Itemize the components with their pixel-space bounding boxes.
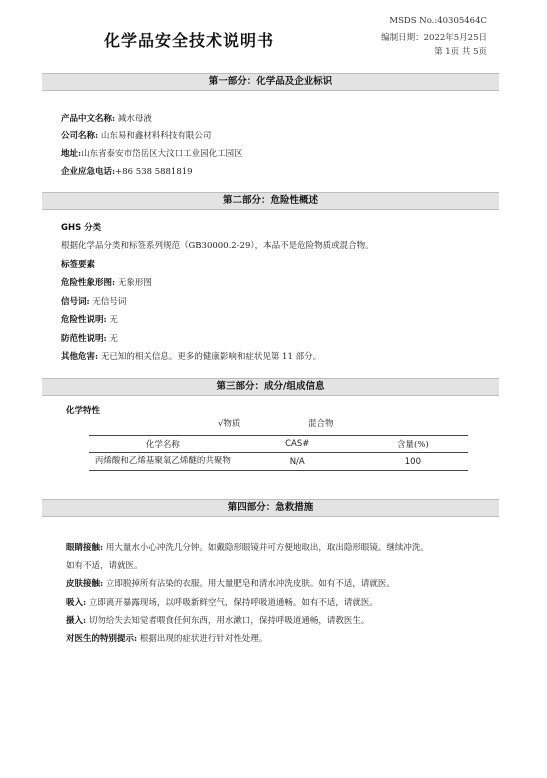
ghs-classification-text: 根据化学品分类和标签系列规范（GB30000.2-29），本品不是危险物质或混合物。 <box>61 241 374 251</box>
section-2-heading: 第二部分：危险性概述 <box>42 192 499 210</box>
address-row <box>61 147 243 159</box>
skin-contact-value: 立即脱掉所有沾染的衣服。用大量肥皂和清水冲洗皮肤。如有不适，请就医。 <box>105 579 395 589</box>
doctor-notes-value: 根据出现的症状进行针对性处理。 <box>139 634 268 644</box>
section-3-heading: 第三部分：成分/组成信息 <box>42 378 499 396</box>
chemical-characteristics-heading: 化学特性 <box>66 406 101 416</box>
emergency-phone-row <box>61 165 193 177</box>
document-title: 化学品安全技术说明书 <box>104 31 275 50</box>
section-4-heading: 第四部分：急救措施 <box>42 499 499 517</box>
eye-contact-row <box>66 541 429 553</box>
company-name-label: 公司名称: <box>61 131 99 141</box>
address-label: 地址: <box>61 149 82 159</box>
cell-chemical-name: 丙烯酸和乙烯基聚氧乙烯醚的共聚物 <box>94 456 231 466</box>
pictogram-label: 危险性象形图: <box>61 278 116 288</box>
page-indicator: 第 1页 共 5页 <box>434 47 487 57</box>
ingestion-row <box>66 614 369 626</box>
signal-word-label: 信号词: <box>61 297 90 307</box>
pictogram-row <box>61 276 152 288</box>
other-hazards-row <box>61 350 321 362</box>
signal-word-row <box>61 295 126 307</box>
section-1-heading: 第一部分：化学品及企业标识 <box>42 73 499 91</box>
eye-contact-label: 眼睛接触: <box>66 543 104 553</box>
substance-option: √物质 <box>218 419 241 429</box>
signal-word-value: 无信号词 <box>92 297 127 307</box>
product-name-row <box>61 112 152 124</box>
inhalation-label: 吸入: <box>66 598 87 608</box>
emergency-phone-label: 企业应急电话: <box>61 167 116 177</box>
cell-cas: N/A <box>289 456 305 467</box>
msds-number: MSDS No.:40305464C <box>389 16 487 26</box>
inhalation-value: 立即离开暴露现场，以呼吸新鲜空气，保持呼吸道通畅。如有不适，请就医。 <box>88 598 378 608</box>
product-name-value: 减水母液 <box>117 114 152 124</box>
precaution-statement-label: 防范性说明: <box>61 334 107 344</box>
address-value: 山东省泰安市岱岳区大汶口工业园化工园区 <box>81 149 243 159</box>
precaution-statement-row <box>61 332 118 344</box>
other-hazards-value: 无已知的相关信息。更多的健康影响和症状见第 11 部分。 <box>100 352 322 362</box>
hazard-statement-label: 危险性说明: <box>61 315 107 325</box>
eye-contact-continued: 如有不适，请就医。 <box>66 561 143 571</box>
precaution-statement-value: 无 <box>109 334 118 344</box>
column-header-chemical-name: 化学名称 <box>145 440 180 450</box>
ingestion-label: 摄入: <box>66 616 87 626</box>
skin-contact-label: 皮肤接触: <box>66 579 104 589</box>
cell-content: 100 <box>404 456 421 467</box>
inhalation-row <box>66 596 378 608</box>
hazard-statement-row <box>61 313 118 325</box>
label-elements-heading: 标签要素 <box>61 260 96 270</box>
emergency-phone-value: +86 538 5881819 <box>115 167 193 177</box>
composition-table <box>89 435 468 471</box>
skin-contact-row <box>66 577 395 589</box>
company-name-row <box>61 129 211 141</box>
ghs-classification-heading: GHS 分类 <box>61 223 102 233</box>
mixture-option: 混合物 <box>308 419 334 429</box>
pictogram-value: 无象形图 <box>117 278 152 288</box>
table-row <box>89 453 468 471</box>
eye-contact-value: 用大量水小心冲洗几分钟。如戴隐形眼镜并可方便地取出，取出隐形眼镜。继续冲洗。 <box>105 543 429 553</box>
ingestion-value: 切勿给失去知觉者喂食任何东西，用水漱口，保持呼吸道通畅，请教医生。 <box>88 616 370 626</box>
hazard-statement-value: 无 <box>109 315 118 325</box>
column-header-content: 含量(%) <box>397 440 429 450</box>
column-header-cas: CAS# <box>285 439 310 449</box>
other-hazards-label: 其他危害: <box>61 352 99 362</box>
table-header-row <box>89 436 468 453</box>
doctor-notes-label: 对医生的特别提示: <box>66 634 138 644</box>
compile-date: 编制日期：2022年5月25日 <box>381 33 487 43</box>
doctor-notes-row <box>66 632 267 644</box>
product-name-label: 产品中文名称: <box>61 114 116 124</box>
company-name-value: 山东易和鑫材料科技有限公司 <box>100 131 212 141</box>
